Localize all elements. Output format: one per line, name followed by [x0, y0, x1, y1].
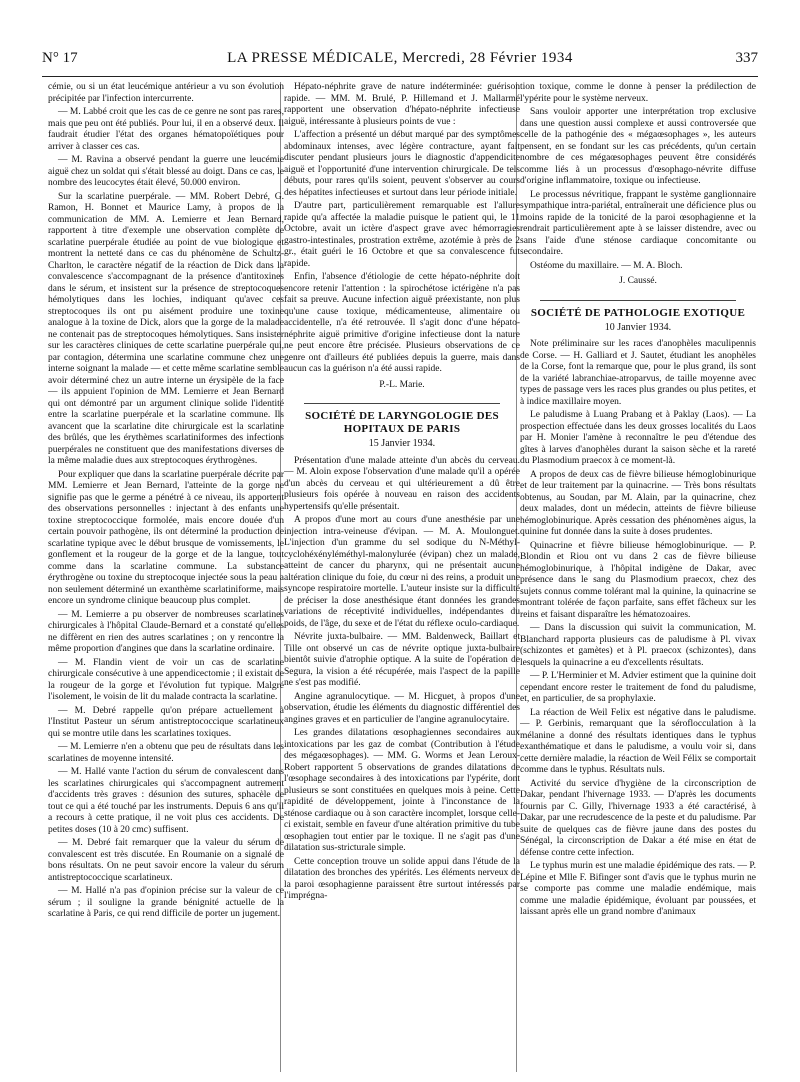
section-heading: SOCIÉTÉ DE LARYNGOLOGIE DES HOPITAUX DE PARIS [305, 410, 499, 435]
paragraph: Présentation d'une malade atteinte d'un abcès du cerveau. — M. Aloin expose l'observation d'une malade qu'il a opérée d'un abcès du cerveau et qui ultérieurement a dû être plusieurs fois opérée à nouveau en raison des accidents hypertensifs qu'elle présentait. [284, 455, 520, 512]
paragraph: — M. Lemierre a pu observer de nombreuses scarlatines chirurgicales à l'hôpital Claude-Bernard et a constaté qu'elles ne diffèrent en rien des autres scarlatines ; on y rencontre la même proportion d'angines que dans la scarlatine ordinaire. [48, 609, 284, 654]
section-date: 15 Janvier 1934. [368, 438, 436, 449]
paragraph: — M. Ravina a observé pendant la guerre une leucémie aiguë chez un soldat qui s'était blessé au doigt. Dans ce cas, le nombre des leucocytes était élevé, 50.000 environ. [48, 155, 284, 188]
paragraph: tion toxique, comme le donne à penser la prédilection de l'ypérite pour le système nerveux. [520, 82, 756, 104]
paragraph: — M. Debré fait remarquer que la valeur du sérum de convalescent est très discutée. En Roumanie on a signalé de bons résultats. On ne peut savoir encore la valeur du sérum antistreptococcique scarlatineux. [48, 838, 284, 883]
paragraph: Ostéome du maxillaire. — M. A. Bloch. [530, 260, 683, 271]
paragraph: Cette conception trouve un solide appui dans l'étude de la dilatation des bronches des ypérités. Les éléments nerveux de la paroi œsophagienne paraissent être surtout intéressés par l'imprégna- [284, 856, 520, 901]
paragraph: La réaction de Weil Felix est négative dans le paludisme. — P. Gerbinis, remarquant que la séroflocculation à la mélanine a donné des résultats identiques dans le typhus exanthématique et dans le paludisme, a voulu voir si, dans cette dernière maladie, la réaction de Weil Félix se comportait comme dans le typhus. Résultats nuls. [520, 707, 756, 775]
paragraph: Enfin, l'absence d'étiologie de cette hépato-néphrite doit encore retenir l'attention : la spirochétose ictérigène n'a pas fait sa preuve. Aucune infection aiguë préexistante, non plus qu'une cause toxique, médicamenteuse, alimentaire ou accidentelle, n'a été retrouvée. Il s'agit donc d'une hépato-néphrite aiguë primitive d'origine infectieuse dont la nature ne peut encore être précisée. Plusieurs observations de ce genre ont d'ailleurs été publiées depuis la guerre, mais dans aucun cas la guérison n'a été aussi rapide. [284, 272, 520, 374]
page-number: 337 [735, 50, 758, 66]
paragraph: — M. Debré rappelle qu'on prépare actuellement à l'Institut Pasteur un sérum antistreptococcique scarlatineux qui se montre utile dans les scarlatines toxiques. [48, 705, 284, 739]
paragraph: cémie, ou si un état leucémique antérieur a vu son évolution précipitée par l'infection intercurrente. [48, 82, 284, 104]
author-signature: P.-L. Marie. [379, 379, 425, 390]
paragraph: Le paludisme à Luang Prabang et à Paklay (Laos). — La prospection effectuée dans les deux grosses localités du Laos par H. Monier l'amène à reconnaître le peu d'étendue des gîtes à larves d'anophèles durant la saison sèche et la rareté du Plasmodium praecox à ce moment-là. [520, 410, 756, 466]
paragraph: Sur la scarlatine puerpérale. — MM. Robert Debré, G. Ramon, H. Bonnet et Maurice Lamy, à propos de la communication de MM. A. Lemierre et Jean Bernard, rapportent à titre d'exemple une observation complète de scarlatine puerpérale étudiée au point de vue biologique et montrent la netteté dans ce cas du phénomène de Schultz-Charlton, le caractère négatif de la réaction de Dick dans la convalescence s'accompagnant de la présence d'antitoxines dans le sérum, et insistent sur la présence de streptocoques hémolytiques dans les lochies, indiquant qu'avec ces streptocoques ils ont pu aisément produire une toxine analogue à la toxine de Dick, alors que la gorge de la malade ne contenait pas de streptocoques hémolytiques. Sans insister sur les caractères cliniques de cette scarlatine puerpérale qui, par contagion, détermina une scarlatine commune chez une interne soignant la malade — et cette même scarlatine semble avoir déterminé chez un autre interne un érysipèle de la face — ils appuient l'opinion de MM. Lemierre et Jean Bernard qui ont démontré par un argument clinique solide l'identité entre la scarlatine puerpérale et la scarlatine commune. Ils avancent que la scarlatine dite chirurgicale est la scarlatine des brûlés, que les érythèmes scarlatiniformes des infections puerpérales ne constituent que des manifestations diverses de la même maladie dues aux streptocoques érythrogènes. [48, 191, 284, 466]
paragraph: — M. Labbé croit que les cas de ce genre ne sont pas rares, mais que peu ont été publiés. Pour lui, il en a observé deux. Il faudrait étudier l'état des organes hématopoïétiques pour arriver à classer ces cas. [48, 107, 284, 152]
paragraph: Névrite juxta-bulbaire. — MM. Baldenweck, Baillart et Tille ont observé un cas de névrite optique juxta-bulbaire bientôt suivie d'atrophie optique. A la suite de l'opération de Segura, la vision a été récupérée, mais l'aspect de la papille ne s'est pas modifié. [284, 632, 520, 688]
paragraph: Sans vouloir apporter une interprétation trop exclusive dans une question aussi complexe et aussi controversée que celle de la pathogénie des « mégaœsophages », les auteurs pensent, en se fondant sur les cas précédents, qu'un certain nombre de ces mégaœsophages peuvent être considérés comme liés à un processus d'œsophago-névrite diffuse d'origine inflammatoire, toxique ou infectieuse. [520, 107, 756, 186]
paragraph: Pour expliquer que dans la scarlatine puerpérale décrite par MM. Lemierre et Jean Bernard, l'atteinte de la gorge ne signifie pas que le germe a pénétré à ce niveau, ils apportent des observations personnelles : injectant à des enfants une toxine streptococcique formolée, mais encore douée d'un certain pouvoir pathogène, ils ont déterminé la production de scarlatine typique avec le début brusque de vomissements, le gonflement et la rougeur de la gorge et de la langue, tout comme dans la scarlatine commune. La substance érythrogène ou toxine du streptocoque injectée sous la peau a non seulement déterminé un exanthème scarlatiniforme, mais encore un syndrome clinique beaucoup plus complet. [48, 469, 284, 606]
paragraph: Note préliminaire sur les races d'anophèles maculipennis de Corse. — H. Galliard et J. Sautet, étudiant les anophèles de la Corse, font la remarque que, pour le plus grand, ils sont de la variété labranchiae-atroparvus, de taille moyenne avec types de passage vers les races plus grandes ou plus petites, et à indice maxillaire moyen. [520, 339, 756, 407]
section-heading: SOCIÉTÉ DE PATHOLOGIE EXOTIQUE [530, 306, 746, 319]
paragraph: A propos de deux cas de fièvre bilieuse hémoglobinurique et de leur traitement par la quinacrine. — Très bons résultats obtenus, au Soudan, par M. Alain, par la quinacrine, chez deux malades, dont un médecin, atteints de fièvre bilieuse hémoglobinurique. Après cessation des phénomènes aigus, la quinine fut donnée dans la suite à doses prudentes. [520, 469, 756, 537]
paragraph: — Dans la discussion qui suivit la communication, M. Blanchard rapporta plusieurs cas de paludisme à Pl. vivax (schizontes et gamètes) et à Pl. praecox (schizontes), dans lesquels la quinacrine a eu d'excellents résultats. [520, 623, 756, 668]
paragraph: Les grandes dilatations œsophagiennes secondaires aux intoxications par les gaz de combat (Contribution à l'étude des mégaœsophages). — MM. G. Worms et Jean Leroux-Robert rapportent 5 observations de grandes dilatations de l'œsophage secondaires à des intoxications par l'ypérite, dont plusieurs se sont constituées en quelques mois à peine. Cette rapidité de développement, jointe à l'inconstance de la sténose cardiaque ou à son caractère incomplet, lorsque celle-ci existait, semble en faveur d'une altération primitive du tube œsophagien tout entier par le toxique. Il ne s'agit pas d'une dilatation sus-stricturale simple. [284, 728, 520, 853]
paragraph: Activité du service d'hygiène de la circonscription de Dakar, pendant l'hivernage 1933. — D'après les documents fournis par C. Gilly, l'hivernage 1933 a été caractérisé, à Dakar, par une recrudescence de la peste et du paludisme. Par suite de quelques cas de fièvre jaune dans des postes du Sénégal, la circonscription de Dakar a été mise en état de défense contre cette infection. [520, 778, 756, 858]
paragraph: — M. Lemierre n'en a obtenu que peu de résultats dans les scarlatines de moyenne intensité. [48, 742, 284, 764]
page-header [42, 50, 758, 74]
section-date: 10 Janvier 1934. [604, 321, 672, 333]
paragraph: L'affection a présenté un début marqué par des symptômes abdominaux intenses, avec légère contracture, ayant fait discuter pendant plusieurs jours le diagnostic d'appendicite aiguë et l'opportunité d'une intervention chirurgicale. De tels débuts, pour rares qu'ils soient, peuvent s'observer au cours des hépatites infectieuses et surtout dans leur période initiale. [284, 130, 520, 198]
paragraph: — M. Hallé vante l'action du sérum de convalescent dans les scarlatines chirurgicales qui s'accompagnent autrement d'accidents très graves : désunion des sutures, sphacèle de tout ce qui a été touché par les instruments. Depuis 6 ans qu'il a recours à cette pratique, il ne voit plus ces accidents. De petites doses (10 à 20 cmc) suffisent. [48, 767, 284, 835]
paragraph: — P. L'Herminier et M. Advier estiment que la quinine doit cependant encore rester le traitement de fond du paludisme, et, en particulier, de sa prophylaxie. [520, 671, 756, 704]
paragraph: A propos d'une mort au cours d'une anesthésie par une injection intra-veineuse d'évipan. — M. A. Moulonguet. L'injection d'un gramme du sel sodique du N-Méthyl-cyclohéxényléméthyl-malonylurée (évipan) chez un malade, atteint de cancer du pharynx, qui ne présentait aucune altération clinique du foie, du cœur ni des reins, a produit une syncope respiratoire mortelle. L'auteur insiste sur la difficulté de préciser la dose anesthésique étant données les grandes variations de réceptivité individuelles, indépendantes du poids, de l'âge, du sexe et de l'état du réflexe oculo-cardiaque. [284, 515, 520, 629]
paragraph: Le typhus murin est une maladie épidémique des rats. — P. Lépine et Mlle F. Bifinger sont d'avis que le typhus murin ne se comporte pas comme une maladie endémique, mais comme une maladie épidémique, évoluant par poussées, et laissant après elle un grand nombre d'animaux [520, 861, 756, 917]
paragraph: Le processus névritique, frappant le système ganglionnaire sympathique intra-pariétal, entraînerait une déficience plus ou moins rapide de la tonicité de la paroi œsophagienne et la rendrait particulièrement apte à se laisser distendre, avec ou sans l'aide d'une sténose cardiaque concomitante ou secondaire. [520, 189, 756, 257]
paragraph: D'autre part, particulièrement remarquable est l'allure rapide qu'a affectée la maladie puisque le patient qui, le 11 Octobre, avait un ictère d'aspect grave avec hémorragies gastro-intestinales, prostration extrême, azotémie à près de 2 gr., était guéri le 16 Octobre et que sa convalescence fut rapide. [284, 201, 520, 269]
column-1 [48, 82, 284, 1072]
paragraph: — M. Hallé n'a pas d'opinion précise sur la valeur de ce sérum ; il souligne la grande bénignité actuelle de la scarlatine à Paris, ce qui rend difficile de porter un jugement. [48, 886, 284, 919]
paragraph: Hépato-néphrite grave de nature indéterminée: guérison rapide. — MM. M. Brulé, P. Hillemand et J. Mallarmé rapportent une observation d'hépato-néphrite infectieuse aiguë, intéressante à plusieurs points de vue : [284, 82, 520, 127]
column-2 [284, 82, 520, 1072]
paragraph: Quinacrine et fièvre bilieuse hémoglobinurique. — P. Blondin et Riou ont vu dans 2 cas de fièvre bilieuse hémoglobinurique, à l'hôpital indigène de Dakar, avec présence dans le sang du Plasmodium praecox, chez des sujets connus comme tolérant mal la quinine, la quinacrine se montrant tolérée de façon parfaite, sans effet fâcheux sur les reins et faisant disparaître les hématozoaires. [520, 540, 756, 620]
header-rule [42, 76, 758, 77]
section-rule [540, 300, 736, 301]
paragraph: — M. Flandin vient de voir un cas de scarlatine chirurgicale consécutive à une appendicectomie ; il existait de la rougeur de la gorge et l'évolution fut typique. Malgré l'isolement, le voisin de lit du malade contracta la scarlatine. [48, 657, 284, 702]
issue-number: N° 17 [42, 50, 78, 66]
section-rule [304, 403, 500, 404]
column-3 [520, 82, 756, 1072]
author-signature: J. Caussé. [619, 276, 657, 286]
journal-title: LA PRESSE MÉDICALE, Mercredi, 28 Février 1934 [227, 50, 573, 66]
paragraph: Angine agranulocytique. — M. Hicguet, à propos d'une observation, étudie les éléments du diagnostic différentiel des angines graves et en particulier de l'angine agranulocytaire. [284, 691, 520, 725]
